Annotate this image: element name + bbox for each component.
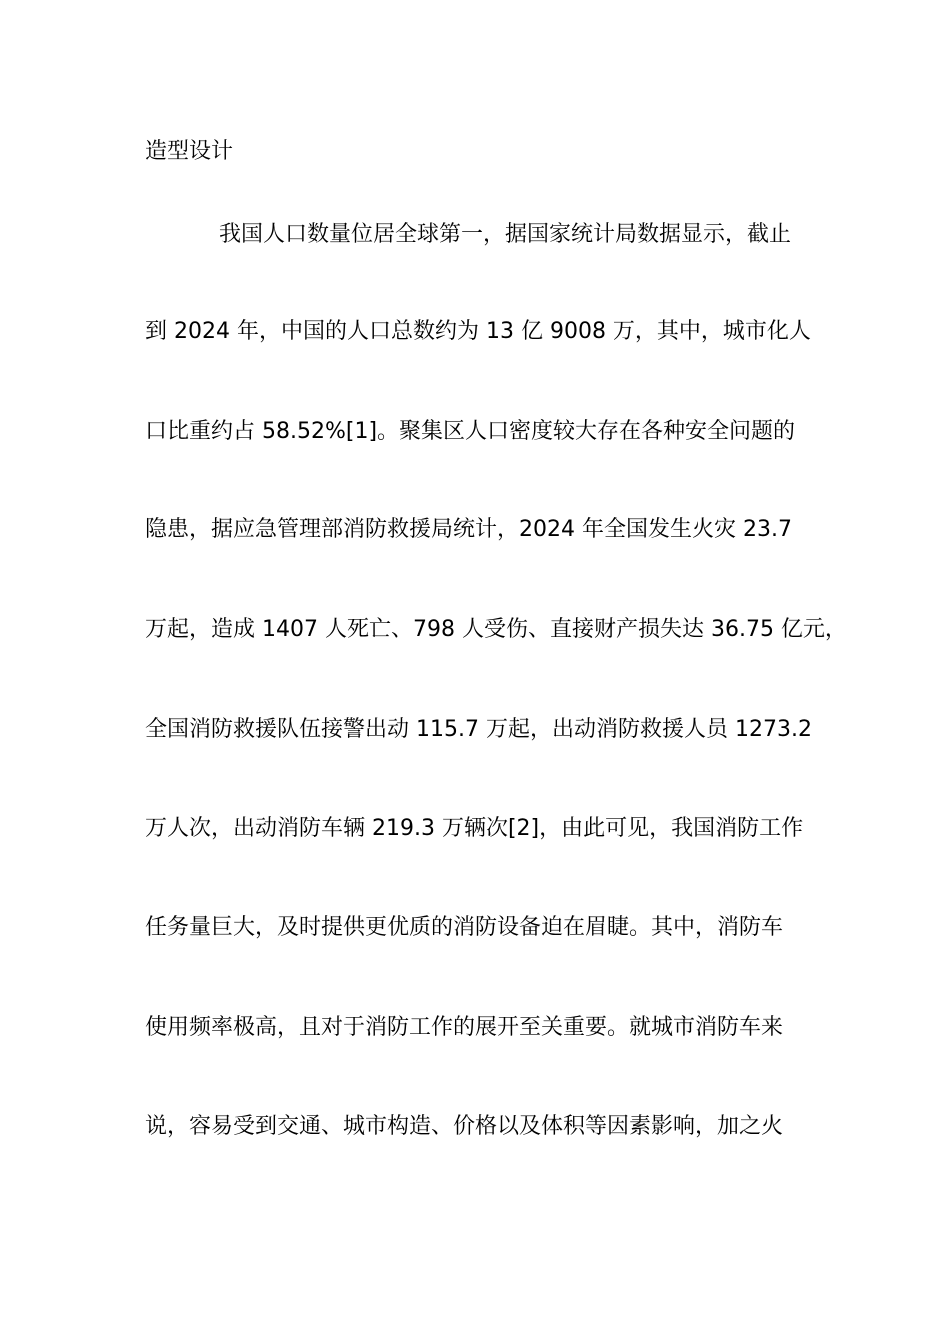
section-heading: 造型设计	[145, 139, 234, 164]
paragraph-line-9: 使用频率极高，且对于消防工作的展开至关重要。就城市消防车来	[145, 1015, 784, 1040]
paragraph-line-6: 全国消防救援队伍接警出动 115.7 万起，出动消防救援人员 1273.2	[145, 717, 812, 742]
paragraph-line-8: 任务量巨大，及时提供更优质的消防设备迫在眉睫。其中，消防车	[145, 915, 784, 940]
paragraph-line-5: 万起，造成 1407 人死亡、798 人受伤、直接财产损失达 36.75 亿元，	[145, 617, 847, 642]
paragraph-line-3: 口比重约占 58.52%[1]。聚集区人口密度较大存在各种安全问题的	[145, 419, 796, 444]
paragraph-line-1: 我国人口数量位居全球第一，据国家统计局数据显示，截止	[219, 222, 792, 247]
paragraph-line-2: 到 2024 年，中国的人口总数约为 13 亿 9008 万，其中，城市化人	[145, 319, 811, 344]
paragraph-line-10: 说，容易受到交通、城市构造、价格以及体积等因素影响，加之火	[145, 1114, 784, 1139]
paragraph-line-4: 隐患，据应急管理部消防救援局统计，2024 年全国发生火灾 23.7	[145, 517, 792, 542]
paragraph-line-7: 万人次，出动消防车辆 219.3 万辆次[2]，由此可见，我国消防工作	[145, 816, 804, 841]
